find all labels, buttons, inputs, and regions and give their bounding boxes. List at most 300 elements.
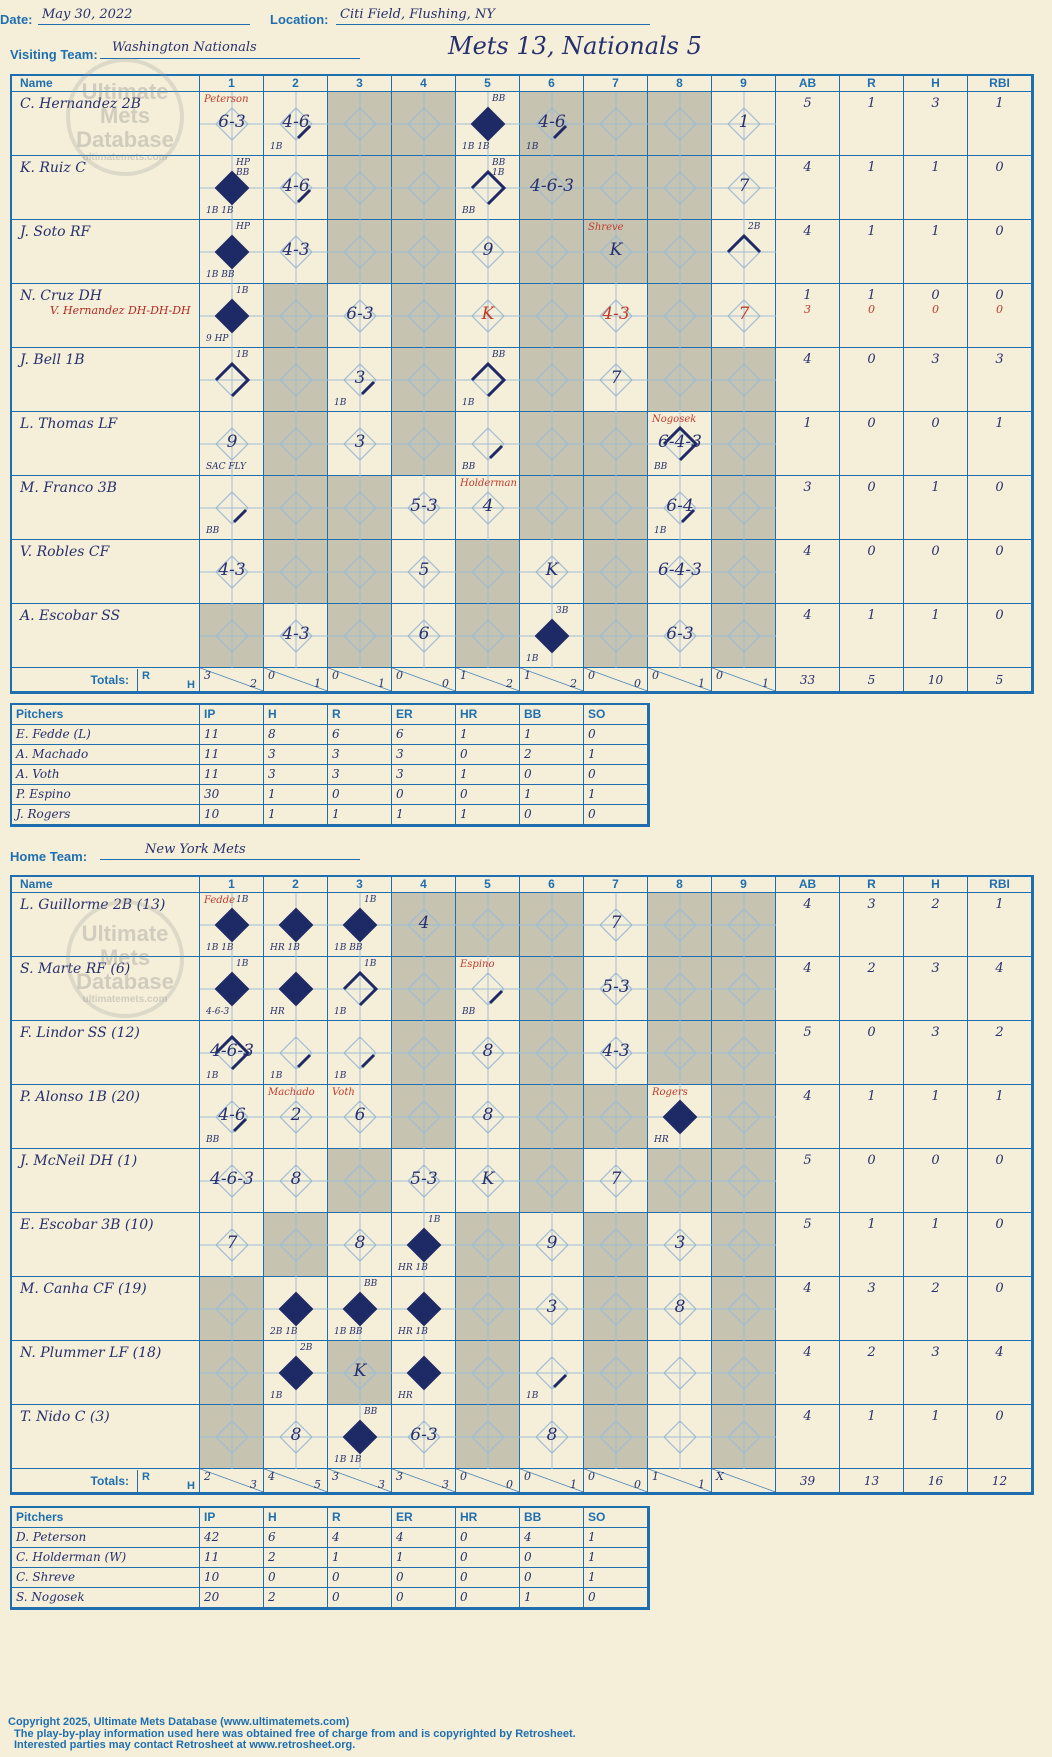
at-bat-box [456, 957, 520, 1021]
inning-total: 0 1 [648, 668, 712, 692]
at-bat-box [648, 92, 712, 156]
base-diamond [264, 348, 328, 412]
play-result: 7 [610, 913, 622, 933]
at-bat-box [648, 1149, 712, 1213]
play-result: 6-4 [666, 496, 694, 516]
base-diamond [392, 348, 456, 412]
batter-stat: 4 [776, 540, 840, 604]
play-result: 6-3 [410, 1425, 438, 1445]
base-diamond [584, 1341, 648, 1405]
at-bat-box [712, 412, 776, 476]
play-bottom-corner: 1B [206, 1071, 219, 1081]
at-bat-box [648, 957, 712, 1021]
watermark-logo-home: Ultimate Mets Database ultimatemets.com [66, 900, 184, 1018]
batter-stat: 4 [968, 957, 1032, 1021]
play-bottom-corner: BB [654, 462, 668, 472]
at-bat-box [200, 1085, 264, 1149]
pitcher-stat: 0 [392, 785, 456, 805]
play-top-corner: HP [236, 222, 250, 232]
column-header-inning: 2 [264, 76, 328, 92]
at-bat-box [584, 1021, 648, 1085]
play-top-corner: BB [364, 1407, 378, 1417]
at-bat-box [264, 1405, 328, 1469]
inning-total: 3 3 [328, 1469, 392, 1493]
play-result: 3 [546, 1297, 558, 1317]
batter-name: K. Ruiz C [12, 156, 200, 220]
pitcher-stat: 0 [520, 1568, 584, 1588]
play-result: 5-3 [602, 977, 630, 997]
at-bat-box [264, 1213, 328, 1277]
at-bat-box [328, 92, 392, 156]
pitcher-stat: 1 [392, 1548, 456, 1568]
at-bat-box [200, 348, 264, 412]
at-bat-box [648, 540, 712, 604]
play-result: 8 [674, 1297, 686, 1317]
at-bat-box [712, 1021, 776, 1085]
base-diamond [392, 156, 456, 220]
batter-stat: 1 [840, 1213, 904, 1277]
base-diamond [328, 156, 392, 220]
play-result: 6-3 [346, 304, 374, 324]
at-bat-box [200, 540, 264, 604]
base-diamond [584, 1277, 648, 1341]
column-header-inning: 2 [264, 877, 328, 893]
batter-stat: 0 [968, 1277, 1032, 1341]
pitcher-stat: 2 [264, 1588, 328, 1608]
pitcher-stat: 0 [584, 805, 648, 825]
base-diamond [648, 220, 712, 284]
base-diamond [712, 540, 776, 604]
batter-stat: 1 [776, 412, 840, 476]
at-bat-box [328, 220, 392, 284]
batter-stat: 0 [840, 1021, 904, 1085]
base-diamond [328, 540, 392, 604]
inning-total: 0 0 [584, 1469, 648, 1493]
at-bat-box [584, 92, 648, 156]
batter-name: E. Escobar 3B (10) [12, 1213, 200, 1277]
batter-stat: 4 [776, 1277, 840, 1341]
at-bat-box [520, 957, 584, 1021]
play-bottom-corner: 1B [462, 398, 475, 408]
base-diamond [584, 156, 648, 220]
play-top-corner: 1B [364, 895, 377, 905]
batter-stat: 1 [904, 1213, 968, 1277]
at-bat-box [200, 92, 264, 156]
play-result: 4-3 [282, 624, 310, 644]
base-diamond [200, 348, 264, 412]
batter-stat: 3 [904, 1341, 968, 1405]
at-bat-box [328, 540, 392, 604]
pitcher-stat: 1 [328, 1548, 392, 1568]
batter-stat: 0 [840, 540, 904, 604]
base-diamond [712, 1149, 776, 1213]
at-bat-box [392, 1149, 456, 1213]
play-bottom-corner: BB [462, 462, 476, 472]
batter-name: L. Guillorme 2B (13) [12, 893, 200, 957]
visitors-scorecard [10, 74, 1034, 694]
base-diamond [712, 1213, 776, 1277]
batter-stat: 4 [776, 348, 840, 412]
at-bat-box [584, 348, 648, 412]
column-header-inning: 3 [328, 76, 392, 92]
batter-name: N. Cruz DH V. Hernandez DH-DH-DH [12, 284, 200, 348]
pitcher-stat: 3 [392, 745, 456, 765]
play-result: K [481, 304, 495, 324]
at-bat-box [200, 1213, 264, 1277]
inning-total: 1 2 [520, 668, 584, 692]
at-bat-box [520, 1341, 584, 1405]
game-total: 13 [840, 1469, 904, 1493]
play-bottom-corner: BB [206, 526, 220, 536]
base-diamond [648, 1405, 712, 1469]
at-bat-box [584, 284, 648, 348]
play-result: 4-3 [282, 240, 310, 260]
at-bat-box [648, 220, 712, 284]
at-bat-box [392, 1405, 456, 1469]
pitcher-name: C. Shreve [12, 1568, 200, 1588]
at-bat-box [200, 1149, 264, 1213]
base-diamond [328, 476, 392, 540]
batter-stat: 4 [776, 220, 840, 284]
play-bottom-corner: HR 1B [398, 1263, 428, 1273]
inning-total: 1 1 [648, 1469, 712, 1493]
play-bottom-corner: 1B 1B [334, 1455, 362, 1465]
at-bat-box [584, 893, 648, 957]
pitcher-stat: 42 [200, 1528, 264, 1548]
pitcher-stat: 0 [520, 1548, 584, 1568]
pitcher-column-header: HR [456, 1508, 520, 1528]
base-diamond [264, 1213, 328, 1277]
at-bat-box [712, 893, 776, 957]
batter-stat: 1 [968, 1085, 1032, 1149]
play-result: 2 [290, 1105, 302, 1125]
pitcher-stat: 0 [584, 725, 648, 745]
column-header-inning: 8 [648, 877, 712, 893]
play-top-corner: 2B [748, 222, 761, 232]
at-bat-box [392, 1213, 456, 1277]
pitcher-change-note: Espino [460, 959, 495, 970]
pitcher-name: C. Holderman (W) [12, 1548, 200, 1568]
pitcher-column-header: ER [392, 1508, 456, 1528]
pitcher-stat: 0 [328, 1568, 392, 1588]
batter-stat: 3 [904, 92, 968, 156]
at-bat-box [648, 604, 712, 668]
batter-stat: 5 [776, 1213, 840, 1277]
base-diamond [584, 1213, 648, 1277]
play-result: 8 [290, 1169, 302, 1189]
at-bat-box [264, 1149, 328, 1213]
at-bat-box [328, 1405, 392, 1469]
pitcher-change-note: Machado [268, 1087, 315, 1098]
play-bottom-corner: BB [462, 1007, 476, 1017]
at-bat-box [456, 92, 520, 156]
play-bottom-corner: 1B [334, 1071, 347, 1081]
batter-stat: 0 [968, 476, 1032, 540]
at-bat-box [328, 412, 392, 476]
totals-rh-key: R H [137, 669, 201, 691]
at-bat-box [264, 604, 328, 668]
column-header-stat: RBI [968, 76, 1032, 92]
substitute-stat: 0 [996, 303, 1003, 316]
column-header-inning: 5 [456, 877, 520, 893]
base-diamond [392, 220, 456, 284]
at-bat-box [520, 284, 584, 348]
date-label: Date: [0, 12, 33, 27]
at-bat-box [392, 540, 456, 604]
batter-stat: 1 [840, 220, 904, 284]
play-bottom-corner: 1B BB [334, 1327, 363, 1337]
batter-stat: 0 [968, 1149, 1032, 1213]
base-diamond [328, 1149, 392, 1213]
at-bat-box [392, 156, 456, 220]
play-result: K [481, 1169, 495, 1189]
pitcher-stat: 4 [520, 1528, 584, 1548]
at-bat-box [520, 220, 584, 284]
batter-stat: 0 [840, 348, 904, 412]
inning-total: 0 1 [520, 1469, 584, 1493]
at-bat-box [456, 1085, 520, 1149]
pitcher-stat: 1 [264, 785, 328, 805]
column-header-stat: R [840, 76, 904, 92]
at-bat-box [520, 412, 584, 476]
base-diamond [712, 604, 776, 668]
home-team-name: New York Mets [145, 842, 246, 857]
pitcher-name: D. Peterson [12, 1528, 200, 1548]
base-diamond [520, 348, 584, 412]
play-result: 7 [226, 1233, 238, 1253]
base-diamond [328, 604, 392, 668]
column-header-stat: R [840, 877, 904, 893]
game-total: 33 [776, 668, 840, 692]
base-diamond [520, 893, 584, 957]
batter-stat: 5 [776, 92, 840, 156]
at-bat-box [264, 1277, 328, 1341]
watermark-logo: Ultimate Mets Database ultimatemets.com [66, 58, 184, 176]
base-diamond [456, 604, 520, 668]
pitcher-column-header: Pitchers [12, 1508, 200, 1528]
batter-stat: 2 [968, 1021, 1032, 1085]
at-bat-box [520, 1085, 584, 1149]
play-bottom-corner: 1B [270, 1391, 283, 1401]
play-bottom-corner: 1B 1B [462, 142, 490, 152]
at-bat-box [392, 1085, 456, 1149]
play-result: 3 [354, 432, 366, 452]
at-bat-box [392, 1021, 456, 1085]
base-diamond [648, 957, 712, 1021]
pitcher-stat: 3 [264, 765, 328, 785]
at-bat-box [328, 1149, 392, 1213]
totals-rh-key: R H [137, 1470, 201, 1492]
batter-stat: 3 [904, 957, 968, 1021]
play-bottom-corner: BB [206, 1135, 220, 1145]
base-diamond [520, 476, 584, 540]
at-bat-box [328, 156, 392, 220]
batter-stat: 4 [968, 1341, 1032, 1405]
base-diamond [392, 92, 456, 156]
play-result: 4-6 [282, 112, 310, 132]
at-bat-box [584, 604, 648, 668]
inning-total: 0 0 [584, 668, 648, 692]
play-bottom-corner: 1B [526, 142, 539, 152]
column-header-inning: 6 [520, 76, 584, 92]
batter-stat: 0 [840, 476, 904, 540]
at-bat-box [712, 476, 776, 540]
at-bat-box [328, 1341, 392, 1405]
at-bat-box [456, 604, 520, 668]
base-diamond [456, 1277, 520, 1341]
at-bat-box [392, 1277, 456, 1341]
play-result: 4-6 [538, 112, 566, 132]
batter-stat: 4 [776, 156, 840, 220]
pitcher-change-note: Shreve [588, 222, 624, 233]
pitcher-stat: 4 [392, 1528, 456, 1548]
column-header-inning: 8 [648, 76, 712, 92]
column-header-inning: 9 [712, 76, 776, 92]
base-diamond [584, 604, 648, 668]
inning-total: 3 2 [200, 668, 264, 692]
at-bat-box [520, 1277, 584, 1341]
base-diamond [712, 476, 776, 540]
play-bottom-corner: HR [654, 1135, 669, 1145]
at-bat-box [328, 1085, 392, 1149]
base-diamond [200, 604, 264, 668]
at-bat-box [520, 476, 584, 540]
at-bat-box [648, 348, 712, 412]
pitcher-name: S. Nogosek [12, 1588, 200, 1608]
play-top-corner: 3B [556, 606, 569, 616]
batter-stat: 0 [840, 412, 904, 476]
batter-stat: 0 [968, 604, 1032, 668]
at-bat-box [264, 1021, 328, 1085]
play-bottom-corner: HR [270, 1007, 285, 1017]
game-total: 39 [776, 1469, 840, 1493]
batter-stat: 5 [776, 1021, 840, 1085]
pitcher-stat: 0 [328, 1588, 392, 1608]
base-diamond [648, 1341, 712, 1405]
base-diamond [392, 1021, 456, 1085]
play-top-corner: BB [492, 94, 506, 104]
at-bat-box [648, 476, 712, 540]
pitcher-stat: 1 [584, 1528, 648, 1548]
pitcher-column-header: R [328, 705, 392, 725]
base-diamond [712, 412, 776, 476]
pitcher-stat: 1 [264, 805, 328, 825]
base-diamond [520, 220, 584, 284]
play-result: 3 [674, 1233, 686, 1253]
play-top-corner: 1B [236, 350, 249, 360]
at-bat-box [264, 348, 328, 412]
play-result: 4-3 [602, 304, 630, 324]
at-bat-box [712, 92, 776, 156]
play-result: 4-3 [218, 560, 246, 580]
at-bat-box [712, 1149, 776, 1213]
at-bat-box [264, 1341, 328, 1405]
pitcher-stat: 0 [584, 765, 648, 785]
column-header-inning: 7 [584, 76, 648, 92]
at-bat-box [712, 1085, 776, 1149]
base-diamond [648, 284, 712, 348]
inning-total: 1 2 [456, 668, 520, 692]
play-result: 4 [482, 496, 494, 516]
base-diamond [264, 540, 328, 604]
batter-stat: 4 [776, 893, 840, 957]
base-diamond [520, 1085, 584, 1149]
pitcher-name: P. Espino [12, 785, 200, 805]
pitcher-stat: 0 [456, 1568, 520, 1588]
batter-stat: 4 [776, 1085, 840, 1149]
inning-total: 0 0 [456, 1469, 520, 1493]
batter-name: J. McNeil DH (1) [12, 1149, 200, 1213]
base-diamond [200, 1341, 264, 1405]
pitcher-stat: 0 [456, 745, 520, 765]
batter-name: P. Alonso 1B (20) [12, 1085, 200, 1149]
pitcher-stat: 11 [200, 745, 264, 765]
batter-stat: 4 [776, 957, 840, 1021]
batter-stat: 1 [968, 92, 1032, 156]
at-bat-box [264, 156, 328, 220]
batter-stat: 0 [968, 156, 1032, 220]
at-bat-box [328, 893, 392, 957]
play-bottom-corner: 1B 1B [206, 943, 234, 953]
batter-stat: 1 [904, 1405, 968, 1469]
pitcher-stat: 1 [328, 805, 392, 825]
at-bat-box [712, 1277, 776, 1341]
base-diamond [520, 957, 584, 1021]
at-bat-box [392, 604, 456, 668]
batter-stat: 1 [904, 604, 968, 668]
batter-stat: 0 0 [968, 284, 1032, 348]
column-header-inning: 4 [392, 877, 456, 893]
play-result: 3 [354, 368, 366, 388]
at-bat-box [456, 1149, 520, 1213]
pitcher-stat: 0 [392, 1588, 456, 1608]
at-bat-box [200, 604, 264, 668]
play-result: 8 [546, 1425, 558, 1445]
play-result: 5 [418, 560, 430, 580]
game-total: 12 [968, 1469, 1032, 1493]
at-bat-box [200, 1341, 264, 1405]
play-result: 6-3 [666, 624, 694, 644]
play-top-corner: 2B [300, 1343, 313, 1353]
pitcher-stat: 30 [200, 785, 264, 805]
pitcher-stat: 1 [456, 765, 520, 785]
batter-name: M. Franco 3B [12, 476, 200, 540]
pitcher-stat: 10 [200, 805, 264, 825]
batter-stat: 1 [904, 156, 968, 220]
inning-total: 0 1 [328, 668, 392, 692]
play-result: 6-4-3 [658, 560, 702, 580]
batter-stat: 1 [840, 604, 904, 668]
at-bat-box [200, 1277, 264, 1341]
pitcher-stat: 1 [520, 725, 584, 745]
home-scorecard [10, 875, 1034, 1495]
pitcher-stat: 11 [200, 1548, 264, 1568]
at-bat-box [200, 957, 264, 1021]
at-bat-box [392, 957, 456, 1021]
at-bat-box [392, 412, 456, 476]
at-bat-box [456, 412, 520, 476]
pitcher-stat: 1 [584, 745, 648, 765]
at-bat-box [200, 893, 264, 957]
pitcher-stat: 0 [584, 1588, 648, 1608]
at-bat-box [328, 348, 392, 412]
pitcher-column-header: HR [456, 705, 520, 725]
pitcher-stat: 0 [456, 1588, 520, 1608]
column-header-inning: 5 [456, 76, 520, 92]
base-diamond [264, 412, 328, 476]
substitute-stat: 3 [804, 303, 811, 316]
at-bat-box [584, 957, 648, 1021]
